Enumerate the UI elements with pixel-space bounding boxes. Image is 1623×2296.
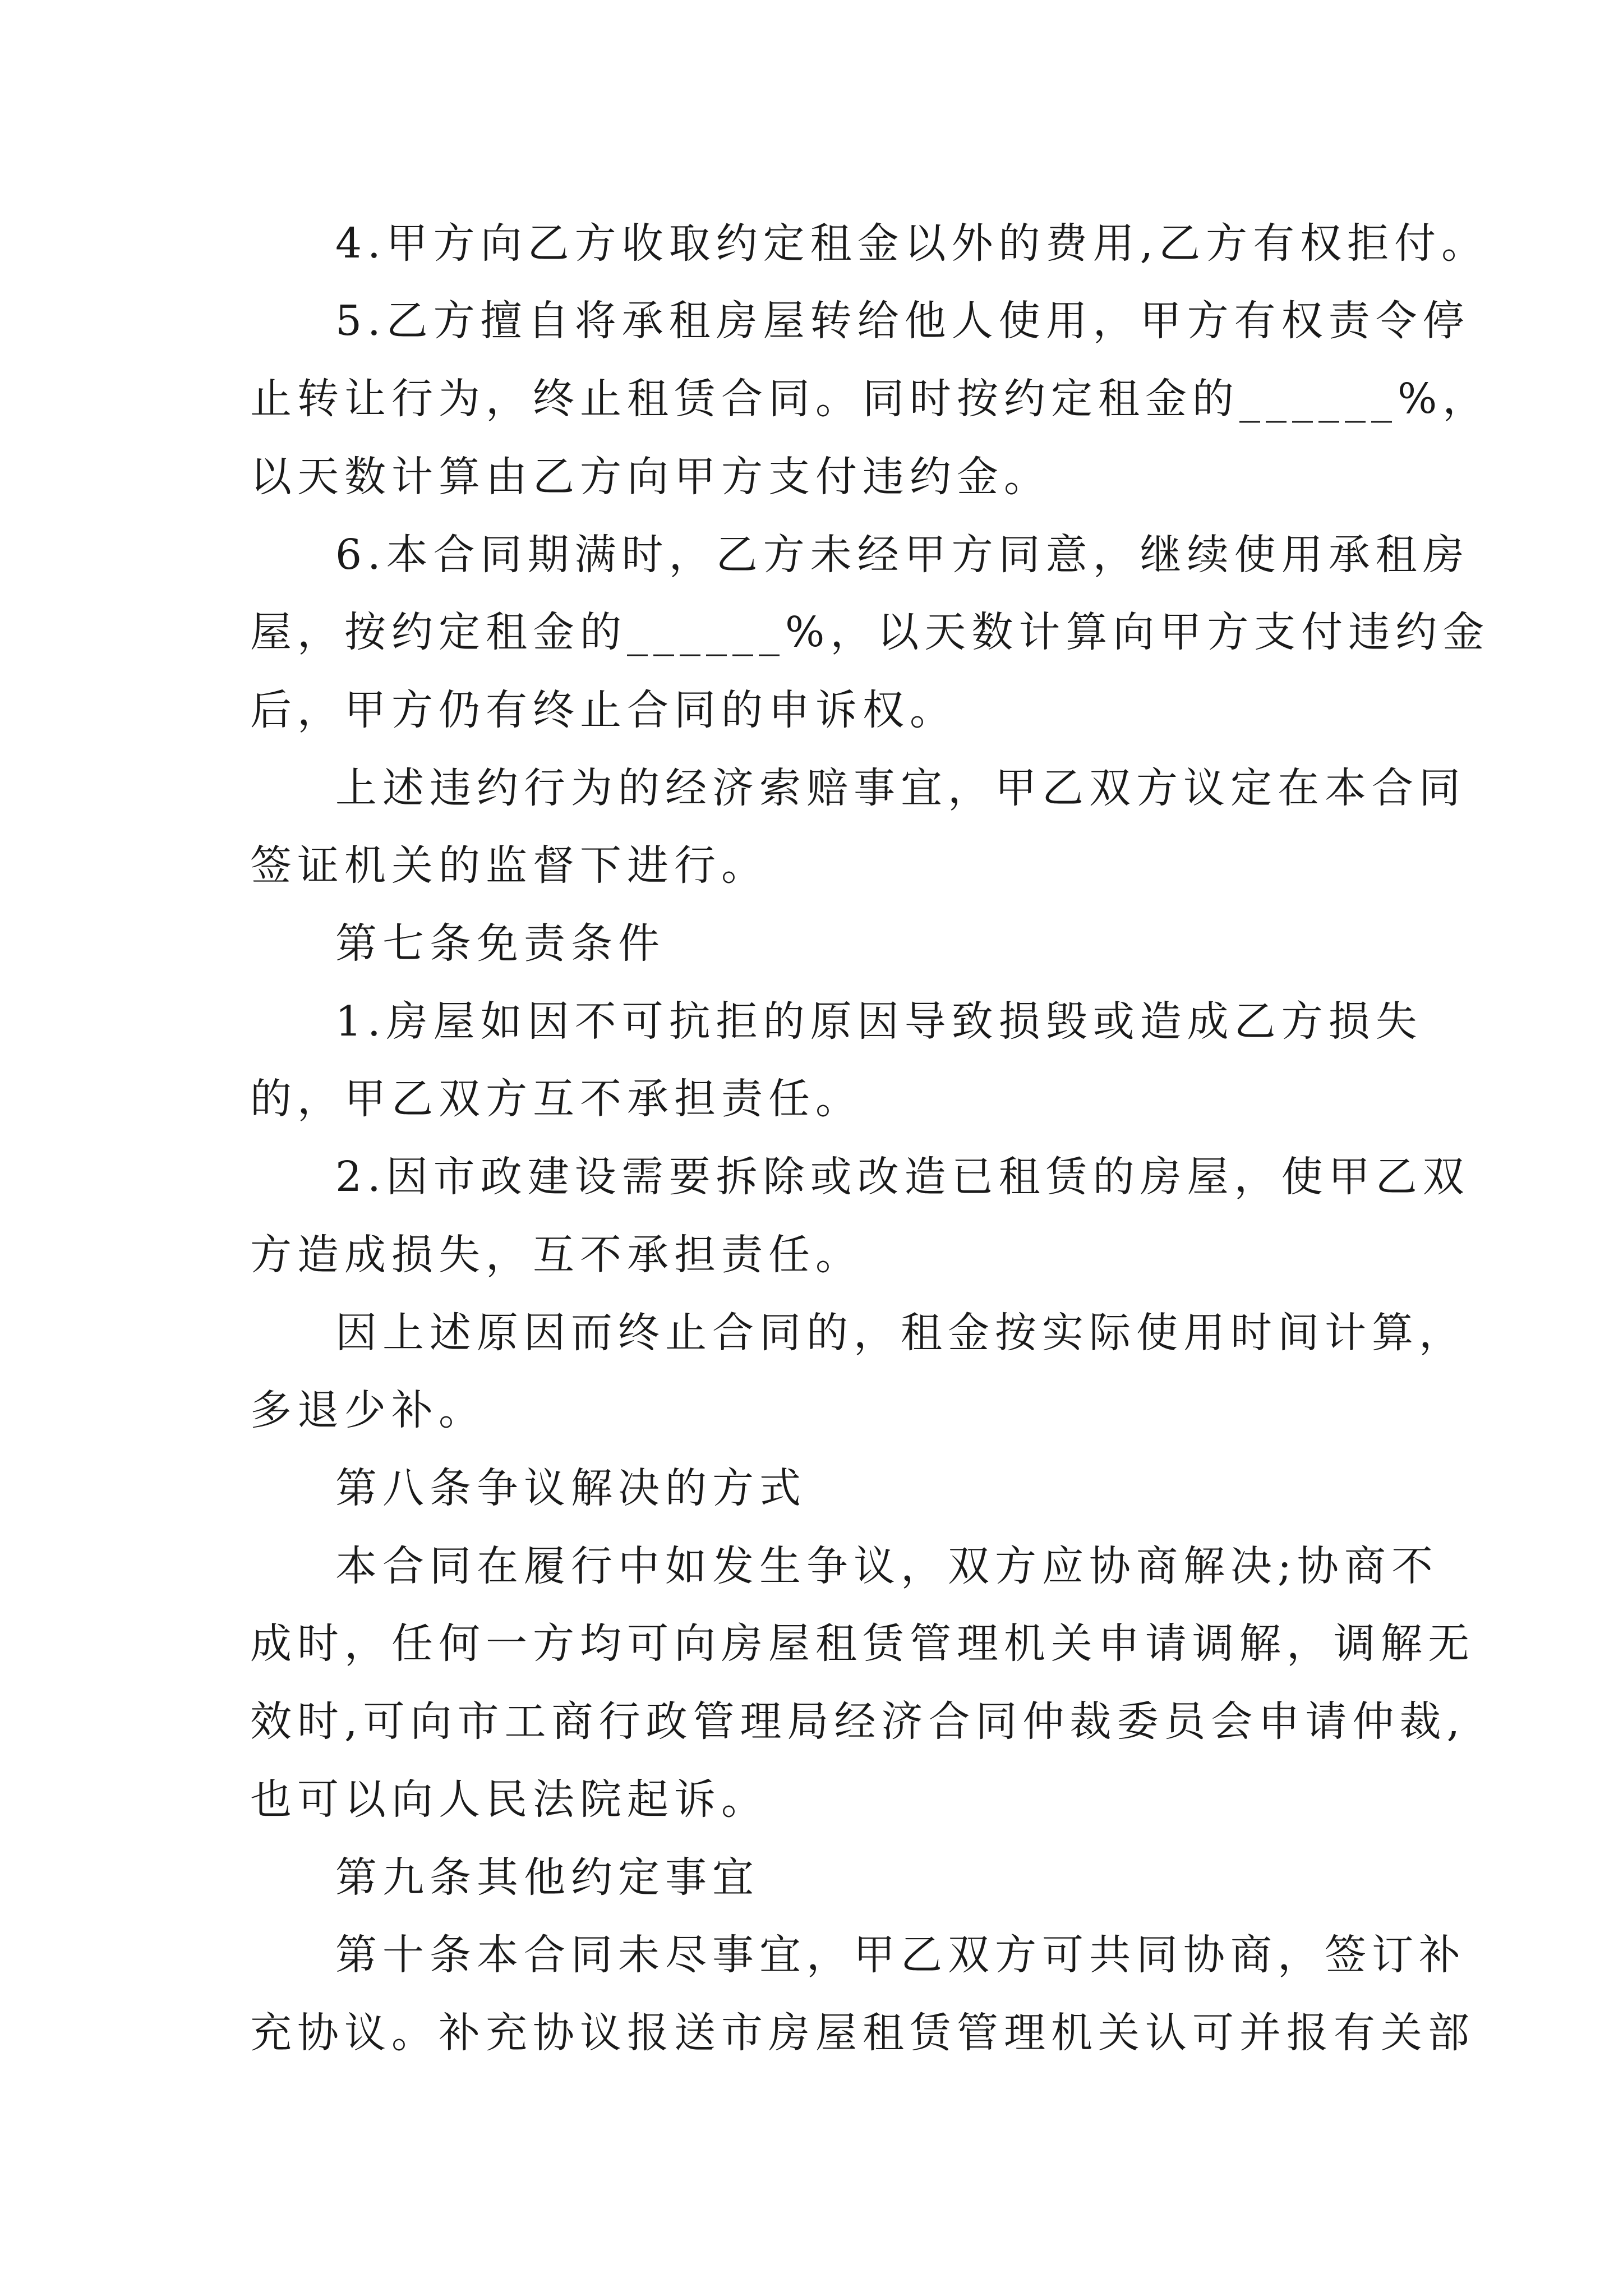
clause-5-line-1: 5.乙方擅自将承租房屋转给他人使用，甲方有权责令停	[335, 297, 1470, 345]
clause-4-line-1: 4.甲方向乙方收取约定租金以外的费用,乙方有权拒付。	[335, 219, 1489, 268]
clause-5-line-2: 止转让行为，终止租赁合同。同时按约定租金的______%，	[250, 375, 1490, 423]
article-7-heading: 第七条免责条件	[335, 919, 665, 968]
article-7-item-1-line-1: 1.房屋如因不可抗拒的原因导致损毁或造成乙方损失	[335, 997, 1423, 1046]
article-8-line-2: 成时，任何一方均可向房屋租赁管理机关申请调解，调解无	[250, 1619, 1475, 1668]
article-10-line-1: 第十条本合同未尽事宜，甲乙双方可共同协商，签订补	[335, 1931, 1466, 1979]
article-9-heading: 第九条其他约定事宜	[335, 1853, 759, 1902]
article-7-item-1-line-2: 的，甲乙双方互不承担责任。	[250, 1075, 863, 1123]
article-8-heading: 第八条争议解决的方式	[335, 1464, 806, 1512]
breach-note-line-1: 上述违约行为的经济索赔事宜，甲乙双方议定在本合同	[335, 764, 1466, 812]
article-10-line-2: 充协议。补充协议报送市房屋租赁管理机关认可并报有关部	[250, 2009, 1475, 2057]
article-7-note-line-1: 因上述原因而终止合同的，租金按实际使用时间计算，	[335, 1309, 1466, 1357]
article-7-item-2-line-2: 方造成损失，互不承担责任。	[250, 1231, 863, 1279]
clause-6-line-2: 屋，按约定租金的______%，以天数计算向甲方支付违约金	[250, 608, 1490, 656]
article-8-line-4: 也可以向人民法院起诉。	[250, 1775, 768, 1824]
article-8-line-1: 本合同在履行中如发生争议，双方应协商解决;协商不	[335, 1542, 1438, 1590]
clause-6-line-1: 6.本合同期满时，乙方未经甲方同意，继续使用承租房	[335, 531, 1470, 579]
article-7-item-2-line-1: 2.因市政建设需要拆除或改造已租赁的房屋，使甲乙双	[335, 1153, 1470, 1201]
clause-6-line-3: 后，甲方仍有终止合同的申诉权。	[250, 686, 957, 734]
breach-note-line-2: 签证机关的监督下进行。	[250, 841, 768, 890]
article-8-line-3: 效时,可向市工商行政管理局经济合同仲裁委员会申请仲裁,	[250, 1697, 1466, 1746]
article-7-note-line-2: 多退少补。	[250, 1386, 486, 1434]
clause-5-line-3: 以天数计算由乙方向甲方支付违约金。	[250, 453, 1051, 501]
